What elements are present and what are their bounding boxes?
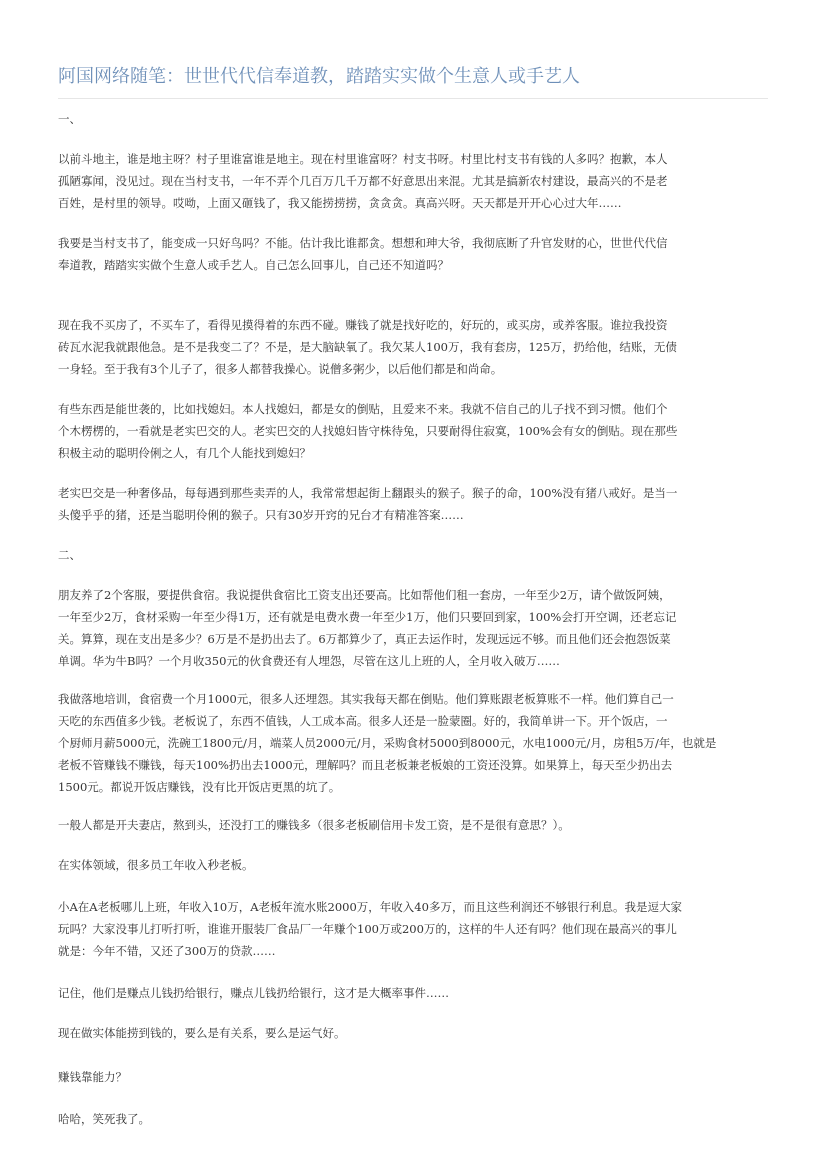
section-heading-one: 一、: [58, 112, 81, 126]
paragraph-line: 现在我不买房了，不买车了，看得见摸得着的东西不碰。赚钱了就是找好吃的，好玩的，或买房，或养客服。谁拉我投资: [58, 318, 668, 332]
paragraph-line: 赚钱靠能力？: [58, 1070, 127, 1084]
paragraph-2: [58, 232, 770, 276]
title-divider: [58, 98, 768, 99]
paragraph-line: 1500元。都说开饭店赚钱，没有比开饭店更黑的坑了。: [58, 780, 341, 794]
paragraph-line: 奉道教，踏踏实实做个生意人或手艺人。自己怎么回事儿，自己还不知道吗？: [58, 258, 449, 272]
paragraph-line: 有些东西是能世袭的，比如找媳妇。本人找媳妇，都是女的倒贴，且爱来不来。我就不信自己的儿子找不到习惯。他们个: [58, 402, 668, 416]
paragraph-line: 积极主动的聪明伶俐之人，有几个人能找到媳妇？: [58, 446, 311, 460]
paragraph-line: 关。算算，现在支出是多少？6万是不是扔出去了。6万都算少了，真正去运作时，发现远远不够。而且他们还会抱怨饭菜: [58, 632, 671, 646]
paragraph-line: 在实体领域，很多员工年收入秒老板。: [58, 858, 254, 872]
paragraph-line: 个厨师月薪5000元，洗碗工1800元/月，端菜人员2000元/月，采购食材5000到8000元，水电1000元/月，房租5万/年，也就是: [58, 736, 717, 750]
paragraph-line: 朋友养了2个客服，要提供食宿。我说提供食宿比工资支出还要高。比如帮他们租一套房，一年至少2万，请个做饭阿姨，: [58, 588, 671, 602]
paragraph-10: [58, 896, 770, 962]
paragraph-line: 一般人都是开夫妻店，熬到头，还没打工的赚钱多（很多老板刷信用卡发工资，是不是很有意思？）。: [58, 818, 570, 832]
paragraph-12: [58, 1022, 770, 1044]
paragraph-line: 一年至少2万，食材采购一年至少得1万，还有就是电费水费一年至少1万，他们只要回到家，100%会打开空调，还老忘记: [58, 610, 677, 624]
paragraph-line: 孤陋寡闻，没见过。现在当村支书，一年不弄个几百万几千万都不好意思出来混。尤其是搞新农村建设，最高兴的不是老: [58, 174, 668, 188]
paragraph-line: 玩吗？大家没事儿打听打听，谁谁开服装厂食品厂一年赚个100万或200万的，这样的牛人还有吗？他们现在最高兴的事儿: [58, 922, 677, 936]
paragraph-1: [58, 148, 770, 214]
paragraph-line: 就是：今年不错，又还了300万的贷款……: [58, 944, 276, 958]
paragraph-line: 记住，他们是赚点儿钱扔给银行，赚点儿钱扔给银行，这才是大概率事件……: [58, 986, 449, 1000]
paragraph-5: [58, 482, 770, 526]
paragraph-line: 天吃的东西值多少钱。老板说了，东西不值钱，人工成本高。很多人还是一脸蒙圈。好的，我简单讲一下。开个饭店，一: [58, 714, 668, 728]
paragraph-14: [58, 1108, 770, 1130]
paragraph-line: 头傻乎乎的猪，还是当聪明伶俐的猴子。只有30岁开窍的兄台才有精准答案……: [58, 508, 464, 522]
paragraph-line: 我做落地培训，食宿费一个月1000元，很多人还埋怨。其实我每天都在倒贴。他们算账跟老板算账不一样。他们算自己一: [58, 692, 674, 706]
paragraph-line: 单调。华为牛B吗？一个月收350元的伙食费还有人埋怨，尽管在这儿上班的人，全月收入破万……: [58, 654, 560, 668]
paragraph-line: 老实巴交是一种奢侈品，每每遇到那些卖弄的人，我常常想起街上翻跟头的猴子。猴子的命，100%没有猪八戒好。是当一: [58, 486, 678, 500]
paragraph-line: 砖瓦水泥我就跟他急。是不是我变二了？不是，是大脑缺氧了。我欠某人100万，我有套房，125万，扔给他，结账，无债: [58, 340, 677, 354]
section-heading-two: 二、: [58, 548, 81, 562]
paragraph-line: 哈哈，笑死我了。: [58, 1112, 150, 1126]
paragraph-9: [58, 854, 770, 876]
paragraph-line: 一身轻。至于我有3个儿子了，很多人都替我操心。说僧多粥少，以后他们都是和尚命。: [58, 362, 503, 376]
paragraph-3: [58, 314, 770, 380]
paragraph-11: [58, 982, 770, 1004]
paragraph-line: 小A在A老板哪儿上班，年收入10万，A老板年流水账2000万，年收入40多万，而且这些利润还不够银行利息。我是逗大家: [58, 900, 682, 914]
paragraph-6: [58, 584, 770, 672]
paragraph-7: [58, 688, 770, 798]
paragraph-line: 个木楞楞的，一看就是老实巴交的人。老实巴交的人找媳妇皆守株待兔，只要耐得住寂寞，100%会有女的倒贴。现在那些: [58, 424, 678, 438]
paragraph-line: 百姓，是村里的领导。哎呦，上面又砸钱了，我又能捞捞捞，贪贪贪。真高兴呀。天天都是开开心心过大年……: [58, 196, 622, 210]
paragraph-line: 现在做实体能捞到钱的，要么是有关系，要么是运气好。: [58, 1026, 346, 1040]
paragraph-8: [58, 814, 770, 836]
paragraph-4: [58, 398, 770, 464]
paragraph-13: [58, 1066, 770, 1088]
paragraph-line: 以前斗地主，谁是地主呀？村子里谁富谁是地主。现在村里谁富呀？村支书呀。村里比村支书有钱的人多吗？抱歉，本人: [58, 152, 668, 166]
paragraph-line: 我要是当村支书了，能变成一只好鸟吗？不能。估计我比谁都贪。想想和珅大爷，我彻底断了升官发财的心，世世代代信: [58, 236, 668, 250]
paragraph-line: 老板不管赚钱不赚钱，每天100%扔出去1000元，理解吗？而且老板兼老板娘的工资还没算。如果算上，每天至少扔出去: [58, 758, 673, 772]
article-title: 阿国网络随笔：世世代代信奉道教，踏踏实实做个生意人或手艺人: [58, 66, 580, 87]
